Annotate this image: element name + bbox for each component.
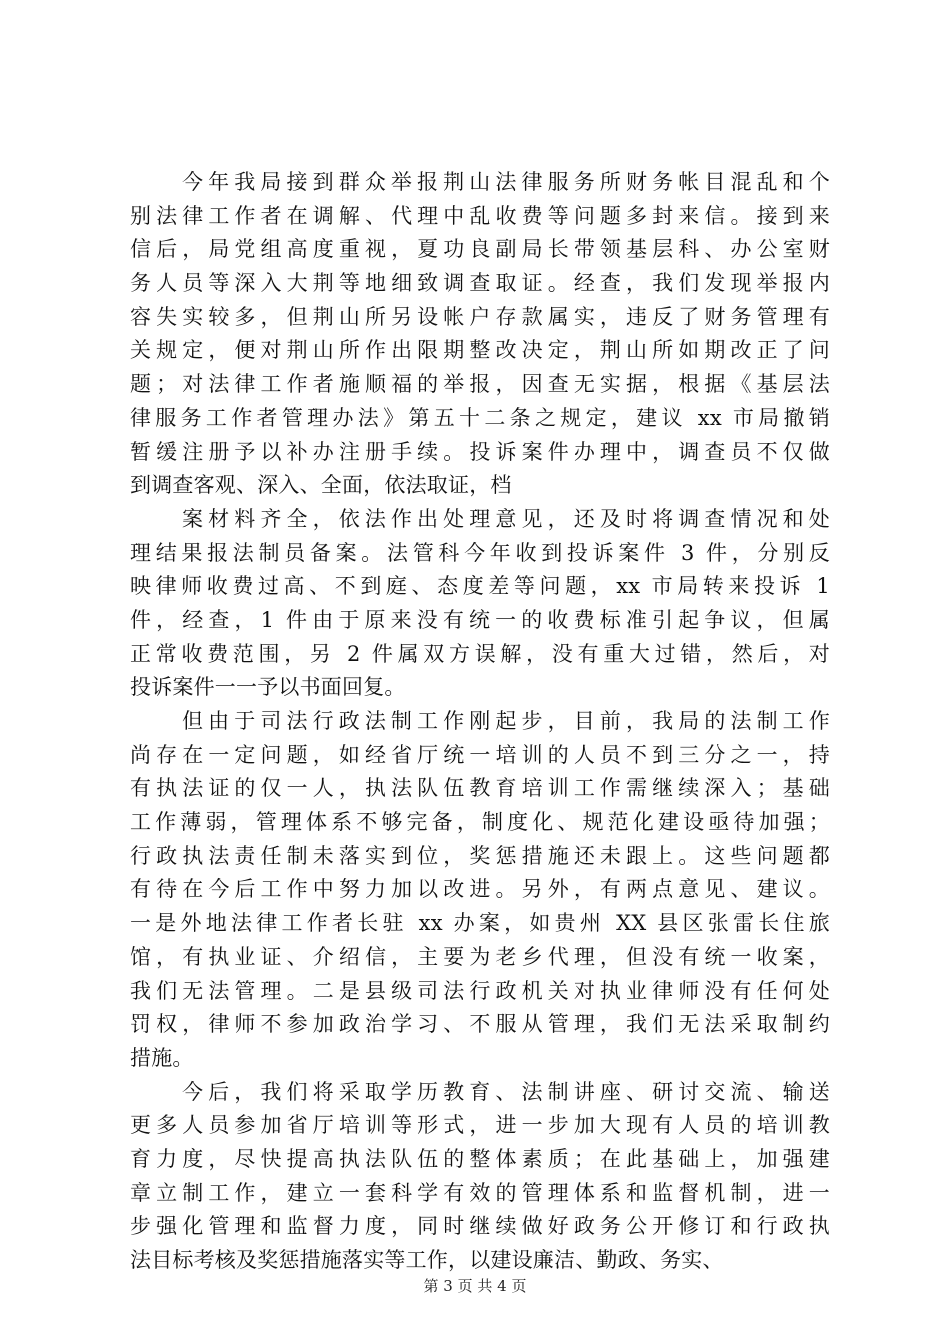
- paragraph-line: 务人员等深入大荆等地细致调查取证。经查，我们发现举报内: [130, 271, 830, 296]
- paragraph-line: 有执法证的仅一人，执法队伍教育培训工作需继续深入；基础: [130, 776, 830, 801]
- paragraph-line: 尚存在一定问题，如经省厅统一培训的人员不到三分之一，持: [130, 742, 830, 767]
- paragraph-line: 工作薄弱，管理体系不够完备，制度化、规范化建设亟待加强；: [130, 810, 830, 835]
- paragraph-line: 律服务工作者管理办法》第五十二条之规定，建议 xx 市局撤销: [130, 405, 830, 430]
- paragraph-line: 正常收费范围，另 2 件属双方误解，没有重大过错，然后，对: [130, 641, 830, 666]
- paragraph-first-line: 今年我局接到群众举报荆山法律服务所财务帐目混乱和个: [182, 170, 830, 194]
- paragraph-line: 暂缓注册予以补办注册手续。投诉案件办理中，调查员不仅做: [130, 439, 830, 464]
- paragraph-line: 题；对法律工作者施顺福的举报，因查无实据，根据《基层法: [130, 372, 830, 397]
- paragraph-line: 章立制工作，建立一套科学有效的管理体系和监督机制，进一: [130, 1180, 830, 1205]
- paragraph-line: 育力度，尽快提高执法队伍的整体素质；在此基础上，加强建: [130, 1146, 830, 1171]
- paragraph-first-line: 今后，我们将采取学历教育、法制讲座、研讨交流、输送: [182, 1079, 830, 1104]
- paragraph-line: 别法律工作者在调解、代理中乱收费等问题多封来信。接到来: [130, 203, 830, 228]
- paragraph-line: 映律师收费过高、不到庭、态度差等问题，xx 市局转来投诉 1: [130, 574, 830, 599]
- paragraph-line: 步强化管理和监督力度，同时继续做好政务公开修订和行政执: [130, 1214, 830, 1239]
- paragraph-line: 馆，有执业证、介绍信，主要为老乡代理，但没有统一收案，: [130, 944, 830, 969]
- paragraph-line: 容失实较多，但荆山所另设帐户存款属实，违反了财务管理有: [130, 304, 830, 329]
- paragraph-line: 投诉案件一一予以书面回复。: [130, 675, 406, 700]
- paragraph-line: 关规定，便对荆山所作出限期整改决定，荆山所如期改正了问: [130, 338, 830, 363]
- paragraph-line: 措施。: [130, 1045, 194, 1070]
- paragraph-line: 我们无法管理。二是县级司法行政机关对执业律师没有任何处: [130, 978, 830, 1003]
- paragraph-line: 信后，局党组高度重视，夏功良副局长带领基层科、办公室财: [130, 237, 830, 262]
- paragraph-line: 有待在今后工作中努力加以改进。另外，有两点意见、建议。: [130, 877, 830, 902]
- paragraph-first-line: 但由于司法行政法制工作刚起步，目前，我局的法制工作: [182, 709, 830, 733]
- page-footer: 第 3 页 共 4 页: [423, 1277, 527, 1295]
- paragraph-line: 更多人员参加省厅培训等形式，进一步加大现有人员的培训教: [130, 1113, 830, 1138]
- paragraph-line: 理结果报法制员备案。法管科今年收到投诉案件 3 件，分别反: [130, 540, 830, 565]
- paragraph-line: 一是外地法律工作者长驻 xx 办案，如贵州 XX 县区张雷长住旅: [130, 911, 830, 936]
- document-body: [130, 166, 830, 1278]
- paragraph-line: 件，经查，1 件由于原来没有统一的收费标准引起争议，但属: [130, 607, 830, 632]
- paragraph-line: 到调查客观、深入、全面，依法取证，档: [130, 473, 512, 498]
- paragraph-line: 法目标考核及奖惩措施落实等工作，以建设廉洁、勤政、务实、: [130, 1248, 724, 1272]
- paragraph-line: 罚权，律师不参加政治学习、不服从管理，我们无法采取制约: [130, 1012, 830, 1037]
- paragraph-first-line: 案材料齐全，依法作出处理意见，还及时将调查情况和处: [182, 506, 830, 531]
- paragraph-line: 行政执法责任制未落实到位，奖惩措施还未跟上。这些问题都: [130, 843, 830, 868]
